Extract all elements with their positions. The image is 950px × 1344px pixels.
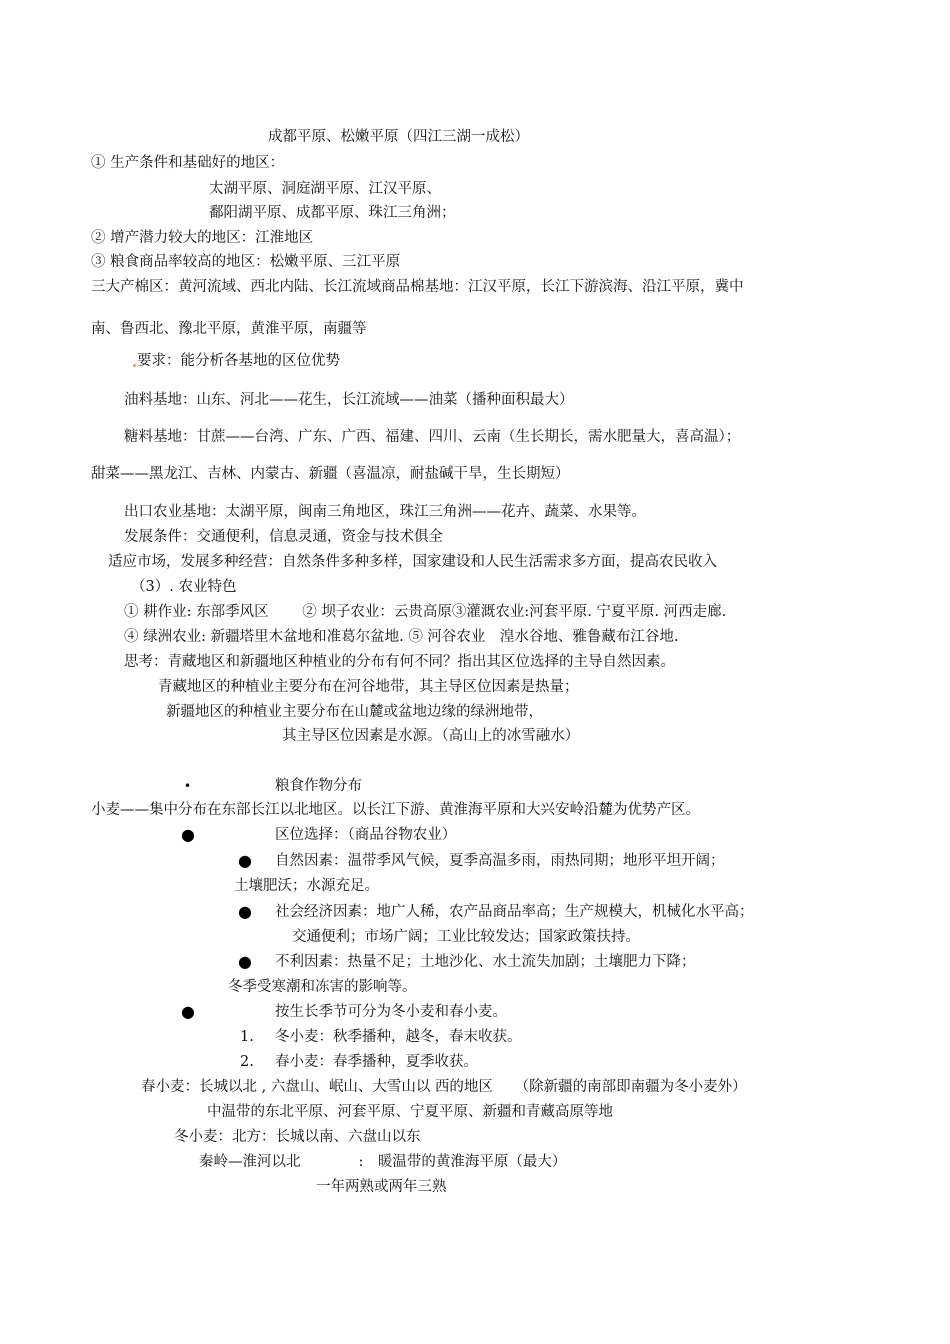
- line-chengdu: 成都平原、松嫩平原（四江三湖一成松）: [268, 129, 529, 145]
- line-tibet: 青藏地区的种植业主要分布在河谷地带，其主导区位因素是热量；: [158, 679, 579, 695]
- line-unfavorable: 不利因素：热量不足；土地沙化、水土流失加剧；土壤肥力下降；: [275, 954, 696, 970]
- bullet-filled: ●: [238, 902, 252, 921]
- bullet-filled: ●: [181, 1002, 195, 1021]
- line-taihu: 太湖平原、洞庭湖平原、江汉平原、: [209, 181, 441, 197]
- line-farming-1: ① 耕作业: 东部季风区 ② 坝子农业：云贵高原③灌溉农业:河套平原. 宁夏平原. 河西走廊.: [124, 604, 727, 620]
- bullet-filled: ●: [238, 851, 252, 870]
- line-sugar: 糖料基地：甘蔗——台湾、广东、广西、福建、四川、云南（生长期长，需水肥量大，喜高温）；: [124, 429, 741, 445]
- bullet-filled: ●: [181, 825, 195, 844]
- line-grain-heading: 粮食作物分布: [275, 778, 362, 794]
- line-wheat: 小麦——集中分布在东部长江以北地区。以长江下游、黄淮海平原和大兴安岭沿麓为优势产区。: [91, 802, 700, 818]
- line-commodity-rate: ③ 粮食商品率较高的地区：松嫩平原、三江平原: [91, 254, 401, 270]
- line-oil: 油料基地：山东、河北——花生，长江流域——油菜（播种面积最大）: [124, 392, 574, 408]
- line-requirement: 要求：能分析各基地的区位优势: [137, 353, 340, 369]
- line-qinling: 秦岭—淮河以北 : 暖温带的黄淮海平原（最大）: [199, 1154, 567, 1170]
- line-temperate: 中温带的东北平原、河套平原、宁夏平原、新疆和青藏高原等地: [207, 1104, 613, 1120]
- line-spring-region: 春小麦：长城以北 , 六盘山、岷山、大雪山以 西的地区 （除新疆的南部即南疆为冬小麦外）: [141, 1079, 747, 1095]
- line-beet: 甜菜——黑龙江、吉林、内蒙古、新疆（喜温凉，耐盐碱干旱，生长期短）: [91, 466, 570, 482]
- bullet-dot: •: [184, 779, 192, 793]
- line-xinjiang: 新疆地区的种植业主要分布在山麓或盆地边缘的绿洲地带，: [166, 704, 543, 720]
- list-number: 2.: [240, 1054, 254, 1070]
- line-winter-north: 冬小麦：北方：长城以南、六盘山以东: [174, 1129, 421, 1145]
- line-spring-wheat: 春小麦：春季播种，夏季收获。: [275, 1054, 478, 1070]
- line-soil: 土壤肥沃；水源充足。: [234, 878, 379, 894]
- line-farming-2: ④ 绿洲农业: 新疆塔里木盆地和准葛尔盆地. ⑤ 河谷农业 湟水谷地、雅鲁藏布江谷地.: [124, 629, 679, 645]
- yellow-dot-mark: [133, 364, 136, 367]
- line-cold: 冬季受寒潮和冻害的影响等。: [228, 979, 417, 995]
- line-socio: 社会经济因素：地广人稀，农产品商品率高；生产规模大，机械化水平高；: [275, 904, 754, 920]
- line-potential: ② 增产潜力较大的地区：江淮地区: [91, 230, 314, 246]
- line-features: （3）. 农业特色: [131, 579, 237, 595]
- list-number: 1.: [240, 1029, 254, 1045]
- line-natural: 自然因素：温带季风气候，夏季高温多雨，雨热同期；地形平坦开阔；: [275, 853, 725, 869]
- line-question: 思考：青藏地区和新疆地区种植业的分布有何不同？指出其区位选择的主导自然因素。: [124, 654, 675, 670]
- line-transport: 交通便利；市场广阔；工业比较发达；国家政策扶持。: [292, 929, 640, 945]
- line-water: 其主导区位因素是水源。（高山上的冰雪融水）: [282, 728, 580, 744]
- line-harvest: 一年两熟或两年三熟: [316, 1179, 447, 1195]
- line-conditions: 发展条件：交通便利，信息灵通，资金与技术俱全: [124, 529, 443, 545]
- line-cotton-cont: 南、鲁西北、豫北平原，黄淮平原，南疆等: [91, 321, 367, 337]
- line-export: 出口农业基地：太湖平原，闽南三角地区，珠江三角洲——花卉、蔬菜、水果等。: [124, 504, 646, 520]
- line-poyang: 鄱阳湖平原、成都平原、珠江三角洲；: [209, 205, 456, 221]
- line-production-conditions: ① 生产条件和基础好的地区：: [91, 155, 285, 171]
- line-location: 区位选择：（商品谷物农业）: [275, 827, 457, 843]
- line-season: 按生长季节可分为冬小麦和春小麦。: [275, 1004, 507, 1020]
- line-market: 适应市场，发展多种经营：自然条件多种多样，国家建设和人民生活需求多方面，提高农民收入: [108, 554, 717, 570]
- bullet-filled: ●: [238, 952, 252, 971]
- line-cotton: 三大产棉区：黄河流域、西北内陆、长江流域商品棉基地：江汉平原，长江下游滨海、沿江平原，冀中: [91, 279, 744, 295]
- line-winter-wheat: 冬小麦：秋季播种，越冬，春末收获。: [275, 1029, 522, 1045]
